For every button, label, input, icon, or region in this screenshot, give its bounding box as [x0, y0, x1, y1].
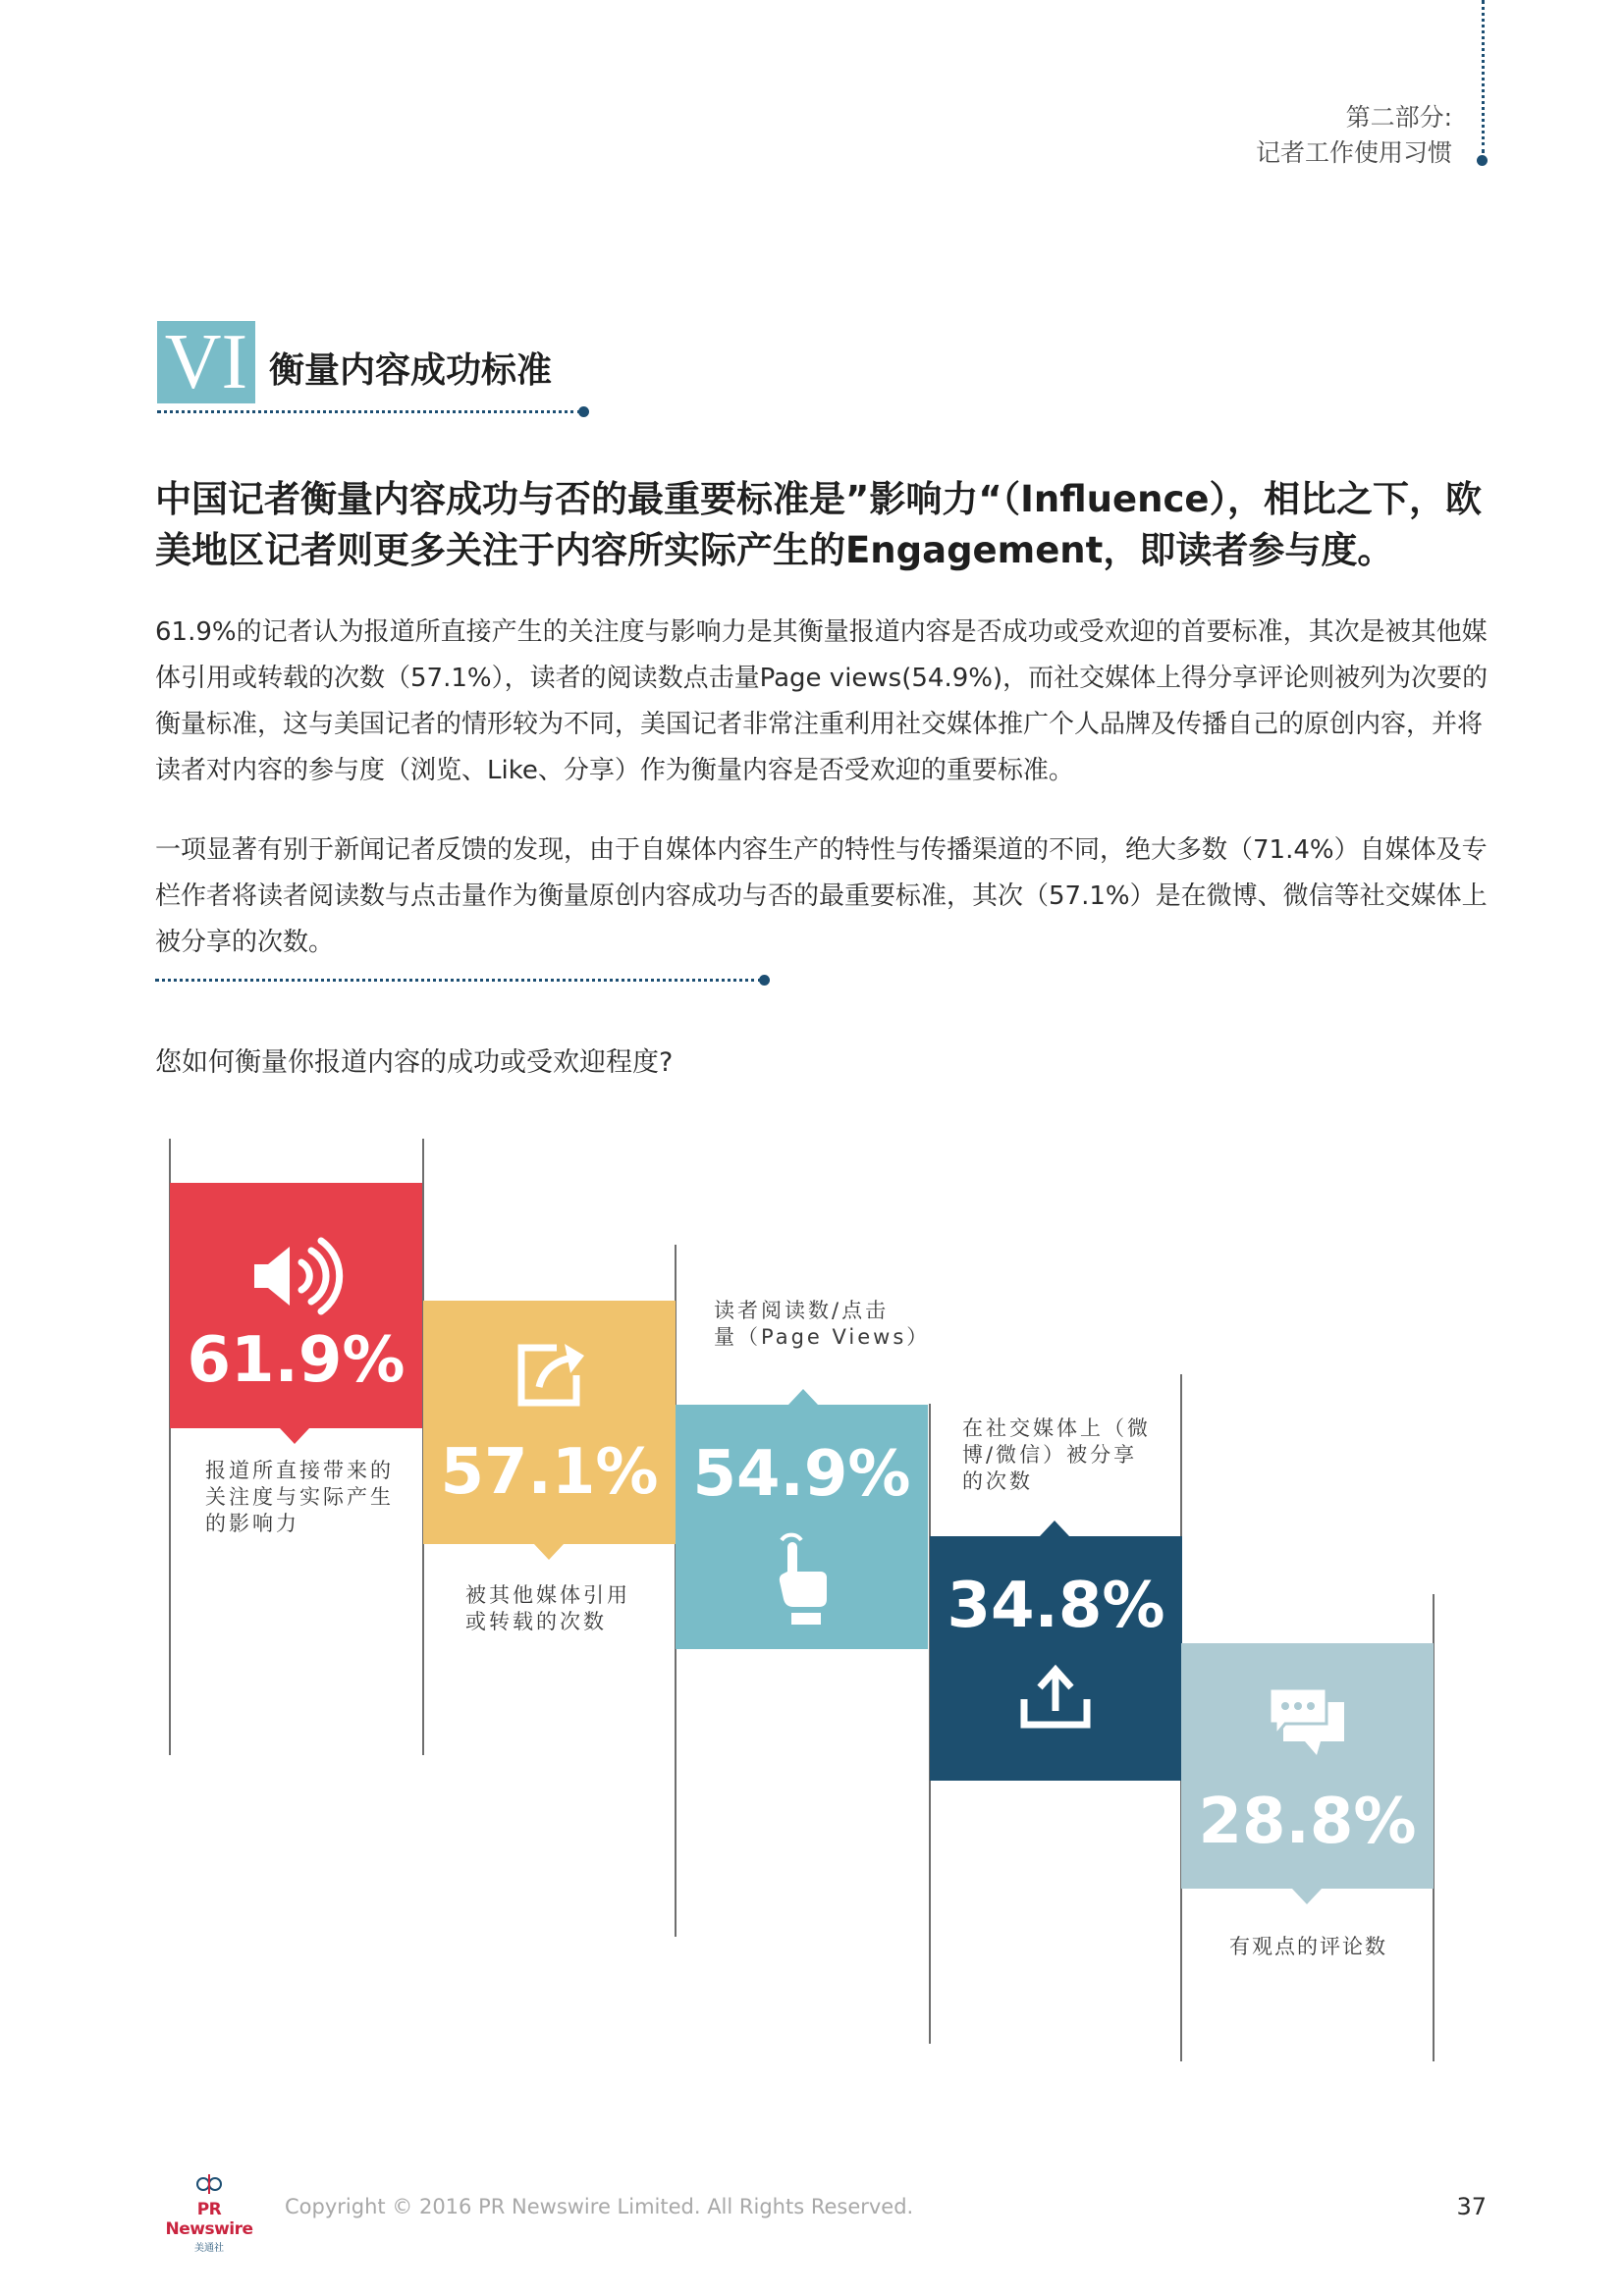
category-label-line: 的影响力 — [205, 1512, 299, 1535]
text-dotted-rule — [155, 979, 762, 982]
category-label-line: 被其他媒体引用 — [465, 1583, 630, 1607]
category-label — [962, 1415, 1178, 1495]
logo-cn: 美通社 — [194, 2243, 224, 2254]
header-dotted-line — [1482, 0, 1485, 153]
tap-hand-icon — [774, 1532, 833, 1630]
share-out-icon — [514, 1340, 592, 1411]
category-label-line: 读者阅读数/点击 — [714, 1299, 890, 1322]
bar-social-shares — [930, 1536, 1182, 1781]
bar-influence — [170, 1183, 422, 1428]
bar-value-label: 54.9% — [692, 1438, 911, 1511]
chart-question: 您如何衡量你报道内容的成功或受欢迎程度? — [155, 1047, 674, 1078]
logo-mark-icon — [194, 2172, 224, 2196]
chat-bubbles-icon — [1266, 1684, 1350, 1763]
bar-value-label: 28.8% — [1198, 1786, 1417, 1858]
text-rule-dot — [759, 975, 770, 986]
category-label-line: 或转载的次数 — [465, 1610, 607, 1633]
upload-icon — [1016, 1664, 1095, 1733]
title-rule-dot — [578, 406, 589, 417]
bar-pointer — [1040, 1521, 1069, 1536]
category-label-line: 在社交媒体上（微 — [962, 1416, 1151, 1440]
prnewswire-logo — [155, 2172, 263, 2254]
bar-value-label: 61.9% — [187, 1324, 406, 1397]
page-number: 37 — [1456, 2193, 1487, 2220]
bar-pointer — [534, 1544, 564, 1560]
bar-pointer — [1292, 1889, 1322, 1904]
part-label-line1: 第二部分: — [1345, 103, 1452, 132]
category-label-line: 报道所直接带来的 — [205, 1459, 394, 1482]
category-label — [205, 1458, 421, 1537]
logo-brand: PR Newswire — [165, 2200, 253, 2239]
category-label-line: 有观点的评论数 — [1229, 1935, 1387, 1958]
section-title: 衡量内容成功标准 — [269, 350, 553, 391]
category-label — [714, 1298, 930, 1351]
category-label-line: 关注度与实际产生 — [205, 1485, 394, 1509]
bar-value-label: 34.8% — [947, 1570, 1165, 1642]
bar-reprints — [423, 1301, 676, 1544]
bar-comments — [1181, 1643, 1434, 1889]
category-label-line: 量（Page Views） — [714, 1325, 931, 1349]
category-label — [1229, 1934, 1445, 1960]
paragraph-1: 61.9%的记者认为报道所直接产生的关注度与影响力是其衡量报道内容是否成功或受欢迎的首要标准，其次是被其他媒体引用或转载的次数（57.1%），读者的阅读数点击量Page views(54.9%)，而社交媒体上得分享评论则被列为次要的衡量标准，这与美国记者的情形较为不同，美国记者非常注重利用社交媒体推广个人品牌及传播自己的原创内容，并将读者对内容的参与度（浏览、Like、分享）作为衡量内容是否受欢迎的重要标准。 — [155, 617, 1489, 785]
header-dot — [1477, 155, 1488, 166]
paragraph-2: 一项显著有别于新闻记者反馈的发现，由于自媒体内容生产的特性与传播渠道的不同，绝大多数（71.4%）自媒体及专栏作者将读者阅读数与点击量作为衡量原创内容成功与否的最重要标准，其次（57.1%）是在微博、微信等社交媒体上被分享的次数。 — [155, 835, 1488, 957]
bar-pointer — [788, 1389, 818, 1405]
headline: 中国记者衡量内容成功与否的最重要标准是”影响力“（Influence），相比之下，欧美地区记者则更多关注于内容所实际产生的Engagement，即读者参与度。 — [155, 478, 1482, 571]
part-label — [1256, 100, 1452, 171]
title-dotted-rule — [157, 410, 581, 413]
part-label-line2: 记者工作使用习惯 — [1255, 138, 1452, 167]
bar-pointer — [280, 1428, 309, 1444]
section-numeral: VI — [157, 321, 255, 403]
category-label-line: 博/微信）被分享 — [962, 1443, 1138, 1467]
category-label-line: 的次数 — [962, 1469, 1033, 1493]
category-label — [465, 1582, 681, 1635]
bar-value-label: 57.1% — [440, 1436, 659, 1509]
copyright: Copyright © 2016 PR Newswire Limited. All Rights Reserved. — [285, 2195, 914, 2218]
bar-page-views — [676, 1405, 928, 1649]
speaker-icon — [248, 1237, 347, 1315]
